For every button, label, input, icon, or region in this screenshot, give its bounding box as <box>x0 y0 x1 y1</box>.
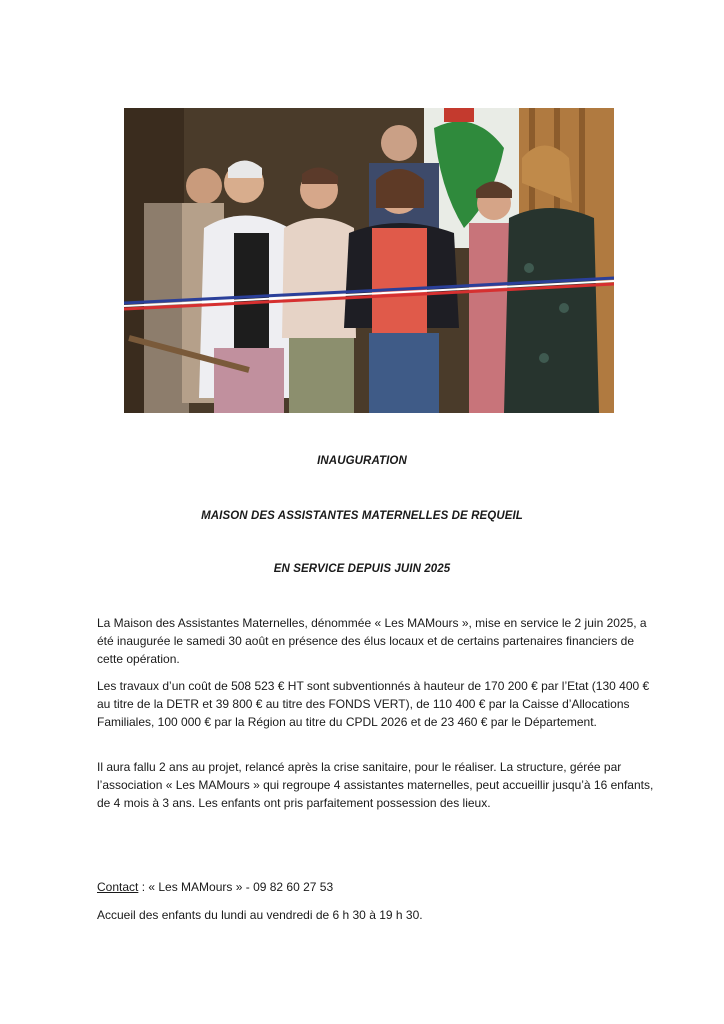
page-subtitle: MAISON DES ASSISTANTES MATERNELLES DE REQUEIL <box>201 510 523 522</box>
contact-label: Contact <box>97 880 139 894</box>
service-date-heading: EN SERVICE DEPUIS JUIN 2025 <box>273 563 451 575</box>
paragraph-project <box>97 758 657 812</box>
paragraph-text: Il aura fallu 2 ans au projet, relancé après la crise sanitaire, pour le réaliser. La structure, gérée par l’association « Les MAMours » qui regroupe 4 assistantes maternelles, peut accueillir jusqu’à 16 enfants, de 4 mois à 3 ans. Les enfants ont pris parfaitement possession des lieux. <box>97 760 654 810</box>
contact-line <box>97 878 333 896</box>
ribbon-cutting-photo-icon <box>124 108 614 413</box>
paragraph-intro <box>97 614 657 668</box>
inauguration-photo <box>124 108 614 413</box>
opening-hours: Accueil des enfants du lundi au vendredi de 6 h 30 à 19 h 30. <box>97 908 423 922</box>
page-title: INAUGURATION <box>317 455 407 467</box>
paragraph-funding <box>97 677 657 731</box>
contact-value: : « Les MAMours » - 09 82 60 27 53 <box>138 880 334 894</box>
paragraph-text: La Maison des Assistantes Maternelles, dénommée « Les MAMours », mise en service le 2 juin 2025, a été inaugurée le samedi 30 août en présence des élus locaux et de certains partenaires financiers de cette opération. <box>97 616 647 666</box>
paragraph-text: Les travaux d’un coût de 508 523 € HT sont subventionnés à hauteur de 170 200 € par l’Etat (130 400 € au titre de la DETR et 39 800 € au titre des FONDS VERT), de 110 400 € par la Caisse d’Allocations Familiales, 100 000 € par la Région au titre du CPDL 2026 et de 23 460 € par le Département. <box>97 679 650 729</box>
